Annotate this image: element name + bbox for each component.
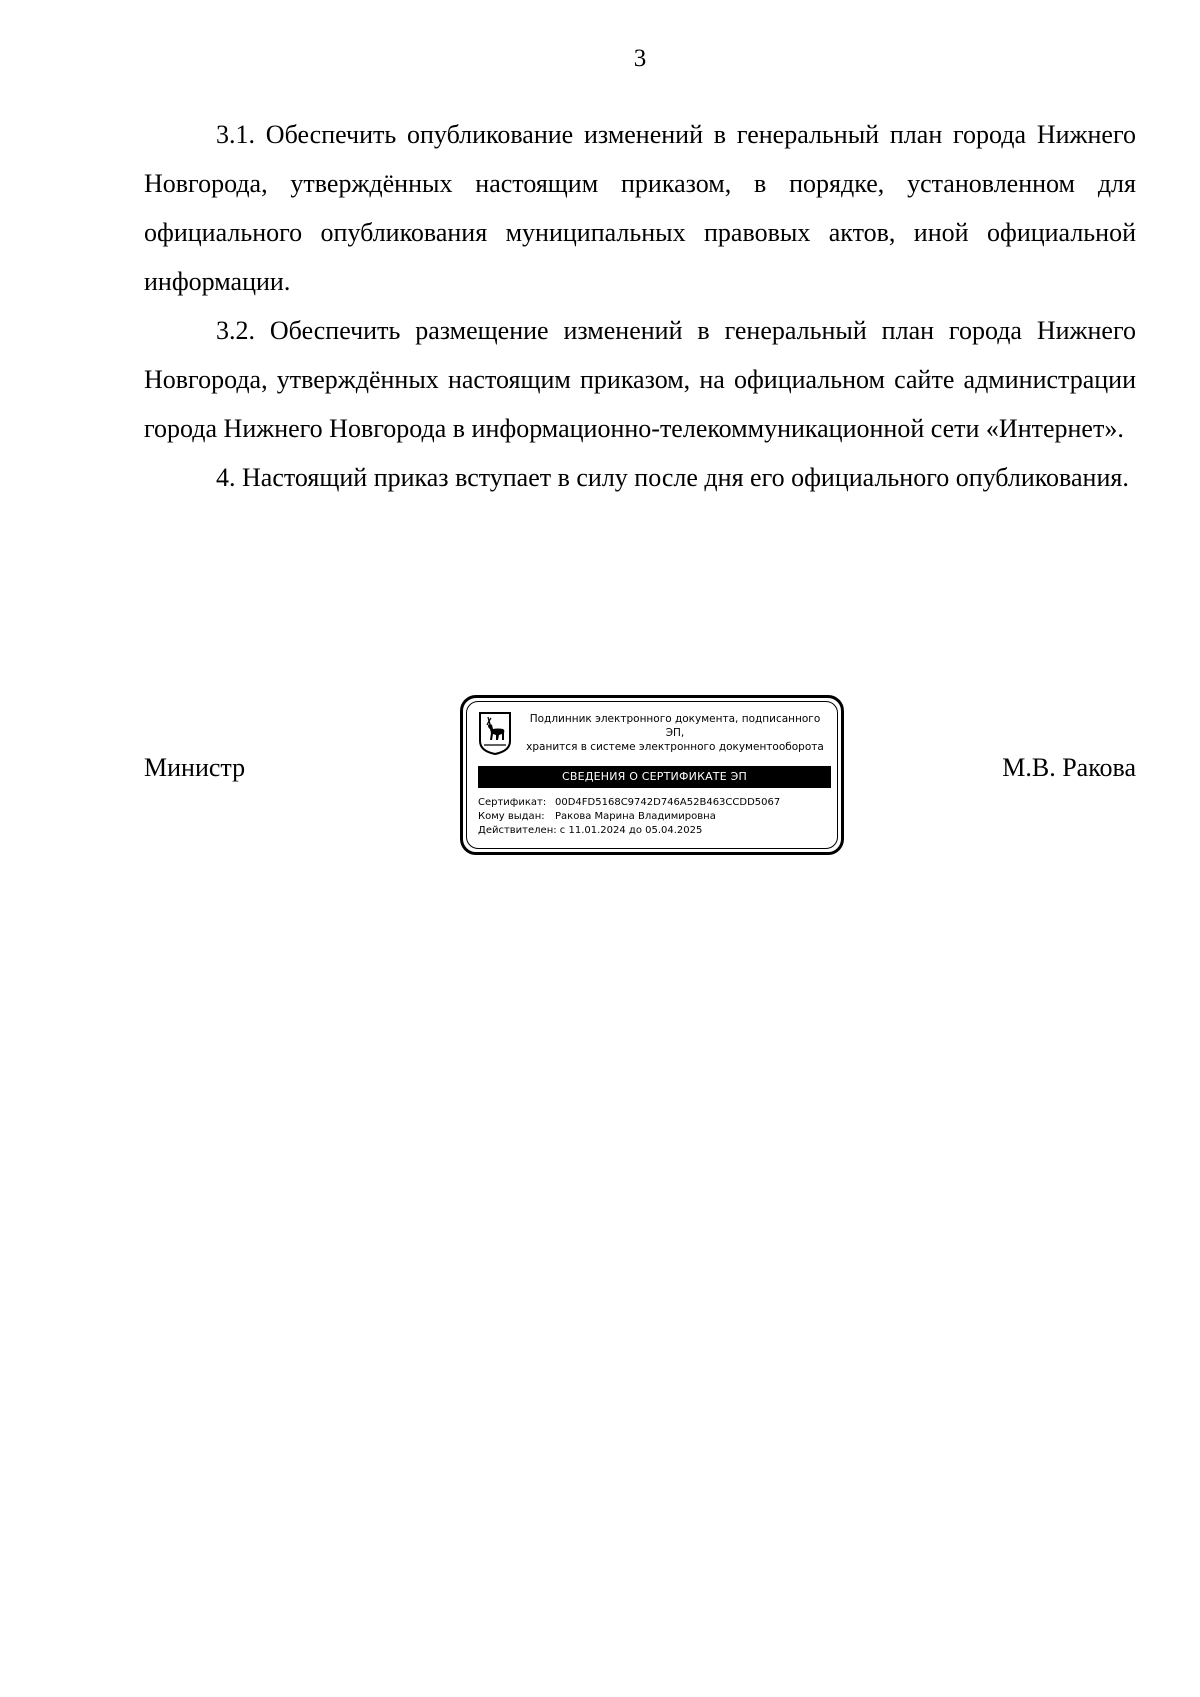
signatory-title: Министр (144, 753, 246, 782)
deer-coat-of-arms-icon (478, 711, 512, 755)
issued-to-value: Ракова Марина Владимировна (555, 811, 716, 822)
issued-to-label: Кому выдан: (478, 811, 545, 822)
signatory-name: М.В. Ракова (1002, 753, 1136, 782)
certificate-row (478, 796, 780, 810)
stamp-header-line-1: Подлинник электронного документа, подписанного ЭП, (529, 713, 821, 739)
stamp-header (519, 712, 831, 754)
validity-row (478, 824, 780, 838)
document-body (144, 110, 1136, 502)
stamp-header-line-2: хранится в системе электронного документооборота (526, 741, 824, 753)
certificate-details (478, 796, 780, 838)
page-number: 3 (633, 45, 647, 72)
paragraph-3-2: 3.2. Обеспечить размещение изменений в генеральный план города Нижнего Новгорода, утверждённых настоящим приказом, на официальном сайте администрации города Нижнего Новгорода в информационно-телекоммуникационной сети «Интернет». (144, 316, 1136, 443)
issued-to-row (478, 810, 780, 824)
validity-value: с 11.01.2024 до 05.04.2025 (559, 825, 703, 836)
certificate-label: Сертификат: (478, 797, 547, 808)
electronic-signature-stamp (460, 695, 844, 855)
validity-label: Действителен: (478, 825, 557, 836)
certificate-info-bar: СВЕДЕНИЯ О СЕРТИФИКАТЕ ЭП (478, 766, 831, 788)
paragraph-3-1: 3.1. Обеспечить опубликование изменений в генеральный план города Нижнего Новгорода, утверждённых настоящим приказом, в порядке, установленном для официального опубликования муниципальных правовых актов, иной официальной информации. (144, 120, 1136, 296)
certificate-value: 00D4FD5168C9742D746A52B463CCDD5067 (555, 797, 781, 808)
paragraph-4: 4. Настоящий приказ вступает в силу после дня его официального опубликования. (216, 463, 1129, 492)
